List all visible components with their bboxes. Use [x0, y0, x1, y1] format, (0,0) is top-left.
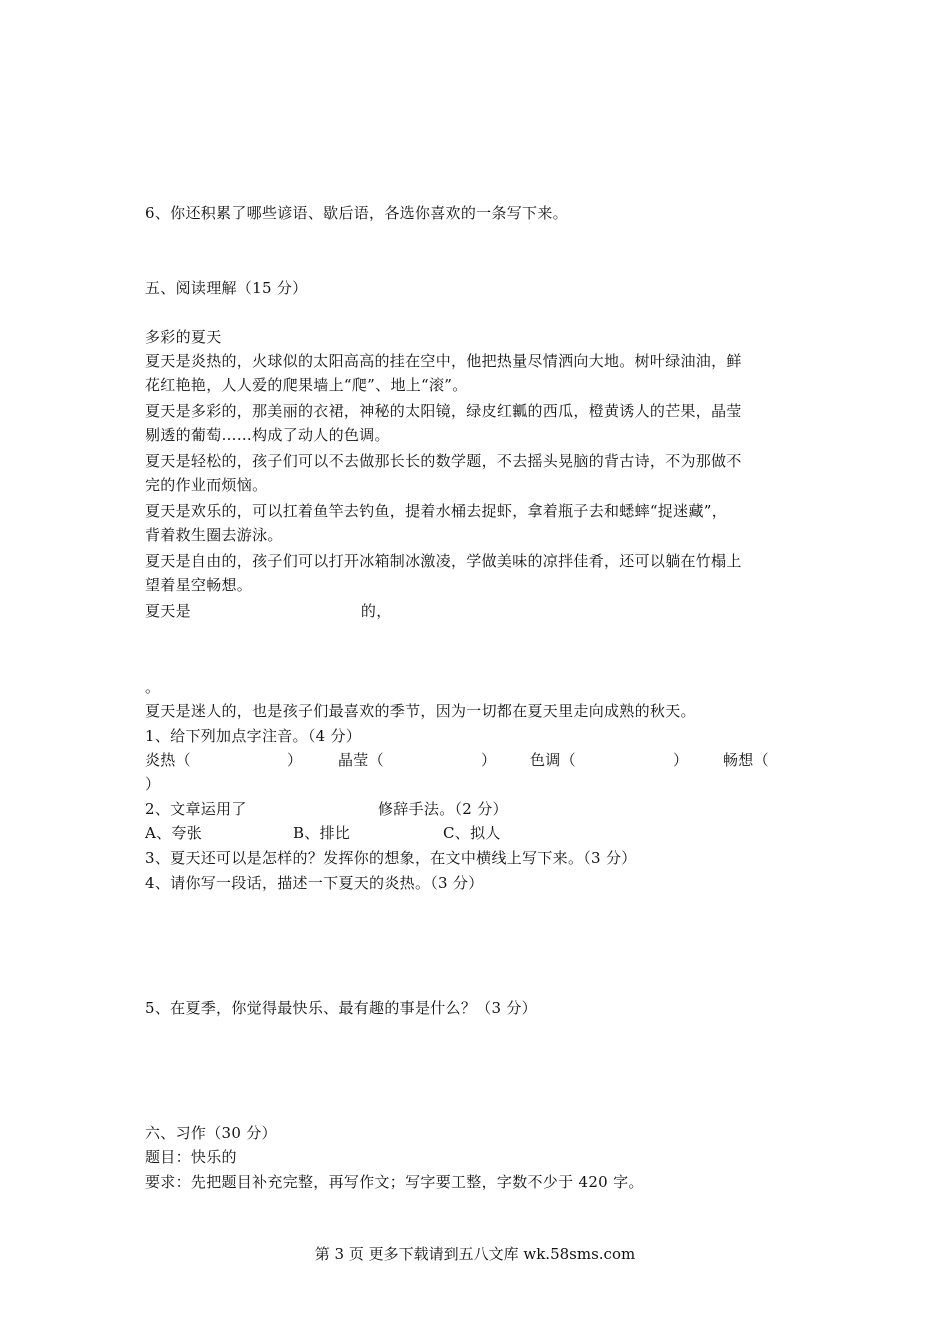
pinyin-word: 晶莹（: [338, 751, 384, 769]
pinyin-close-wrap: ）: [145, 775, 161, 793]
fill-blank-suffix: 的，: [360, 602, 392, 620]
page-footer: 第 3 页 更多下载请到五八文库 wk.58sms.com: [314, 1245, 636, 1263]
pinyin-word: 畅想（: [723, 751, 769, 769]
essay-requirement: 要求：先把题目补充完整，再写作文；写字要工整，字数不少于 420 字。: [145, 1173, 644, 1191]
option-c: C、拟人: [443, 824, 501, 842]
passage-line: 夏天是迷人的，也是孩子们最喜欢的季节，因为一切都在夏天里走向成熟的秋天。: [145, 702, 696, 720]
pinyin-close: ）: [673, 751, 689, 769]
question-2-prefix: 2、文章运用了: [145, 800, 247, 818]
pinyin-close: ）: [287, 751, 303, 769]
question-3: 3、夏天还可以是怎样的？发挥你的想象，在文中横线上写下来。（3 分）: [145, 849, 637, 867]
pinyin-word: 色调（: [530, 751, 576, 769]
fill-blank-line: [145, 599, 392, 623]
passage-line: 夏天是多彩的，那美丽的衣裙，神秘的太阳镜，绿皮红瓤的西瓜，橙黄诱人的芒果，晶莹: [145, 402, 742, 420]
passage-line: 夏天是欢乐的，可以扛着鱼竿去钓鱼，提着水桶去捉虾，拿着瓶子去和蟋蟀“捉迷藏”，: [145, 502, 728, 520]
passage-line: 完的作业而烦恼。: [145, 476, 268, 494]
question-2-suffix: 修辞手法。（2 分）: [378, 800, 508, 818]
question-1: 1、给下列加点字注音。（4 分）: [145, 727, 362, 745]
passage-line: 背着救生圈去游泳。: [145, 526, 283, 544]
pinyin-close: ）: [481, 751, 497, 769]
passage-line: 夏天是炎热的，火球似的太阳高高的挂在空中，他把热量尽情洒向大地。树叶绿油油，鲜: [145, 352, 742, 370]
option-b: B、排比: [293, 824, 351, 842]
passage-title: 多彩的夏天: [145, 328, 222, 346]
section-5-title: 五、阅读理解（15 分）: [145, 279, 308, 297]
fill-blank-end: 。: [145, 678, 161, 696]
option-a: A、夸张: [145, 824, 203, 842]
passage-line: 夏天是自由的，孩子们可以打开冰箱制冰激凌，学做美味的凉拌佳肴，还可以躺在竹榻上: [145, 552, 742, 570]
question-5: 5、在夏季，你觉得最快乐、最有趣的事是什么？（3 分）: [145, 999, 537, 1017]
passage-line: 剔透的葡萄……构成了动人的色调。: [145, 426, 390, 444]
fill-blank-prefix: 夏天是: [145, 602, 191, 620]
passage-line: 夏天是轻松的，孩子们可以不去做那长长的数学题，不去摇头晃脑的背古诗，不为那做不: [145, 452, 742, 470]
passage-line: 望着星空畅想。: [145, 576, 253, 594]
pinyin-word: 炎热（: [145, 751, 191, 769]
essay-topic: 题目：快乐的: [145, 1148, 237, 1166]
question-6: 6、你还积累了哪些谚语、歇后语，各选你喜欢的一条写下来。: [145, 204, 568, 222]
question-4: 4、请你写一段话，描述一下夏天的炎热。（3 分）: [145, 874, 484, 892]
section-6-title: 六、习作（30 分）: [145, 1124, 277, 1142]
passage-line: 花红艳艳，人人爱的爬果墙上“爬”、地上“滚”。: [145, 376, 468, 394]
